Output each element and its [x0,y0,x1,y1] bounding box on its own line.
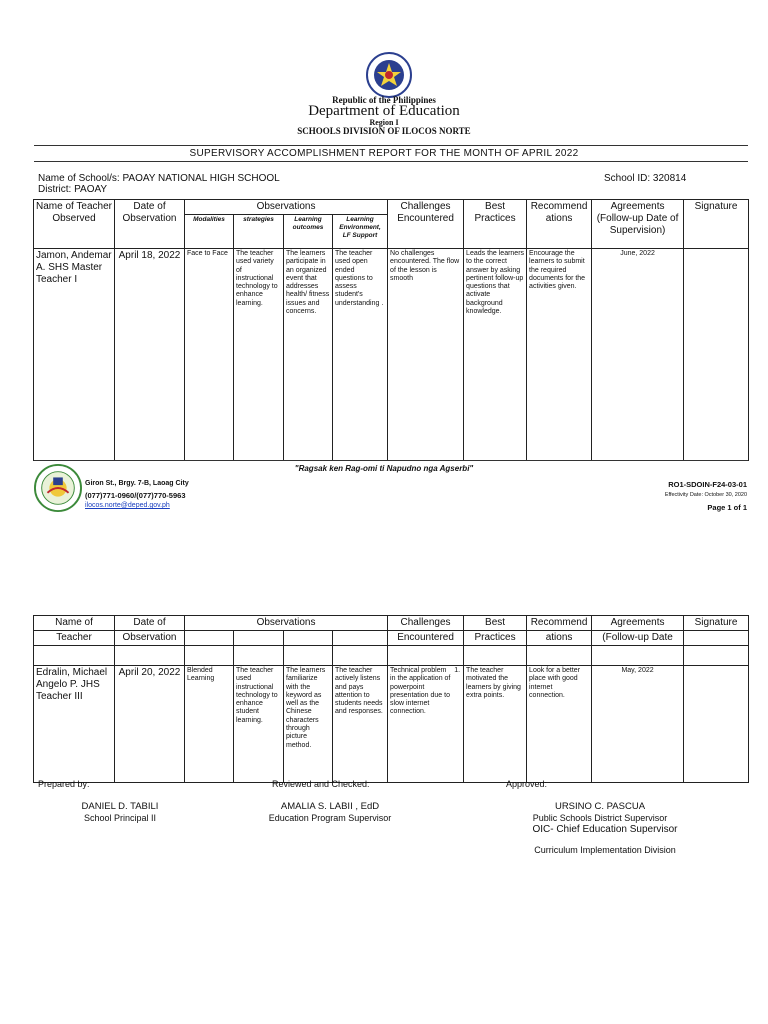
t2-sub-empty-2 [234,631,284,646]
t2-gap-cell [34,646,115,666]
t2-sub-empty-4 [333,631,388,646]
approved-name: URSINO C. PASCUA [554,801,646,812]
t2-gap-cell [388,646,464,666]
t2-header-observations: Observations [185,616,388,631]
t2-gap-cell [527,646,592,666]
t2-gap-cell [684,646,749,666]
header-observations: Observations [185,200,388,215]
phone: (077)771-0960/(077)770-5963 [85,491,186,500]
t2-challenges-value: Technical problem in the application of powerpoint presentation due to slow internet connection. [390,667,451,716]
t2-header-date-2: Observation [115,631,185,646]
t2-gap-cell [464,646,527,666]
t2-header-signature: Signature [684,616,749,631]
header-recommendations: Recommend ations [527,200,592,249]
t2-header-challenges-1: Challenges [388,616,464,631]
t2-header-name-2: Teacher [34,631,115,646]
strategies-value: The teacher used variety of instructional technology to enhance learning. [234,249,284,461]
t2-header-agr-2: (Follow-up Date [592,631,684,646]
best-practices-value: Leads the learners to the correct answer by asking pertinent follow-up questions that activate background knowledge. [464,249,527,461]
header-challenges: Challenges Encountered [388,200,464,249]
t2-strategies-value: The teacher used instructional technology to enhance student learning. [234,666,284,783]
t2-header-challenges-2: Encountered [388,631,464,646]
t2-header-name-1: Name of [34,616,115,631]
t2-header-best-2: Practices [464,631,527,646]
t2-gap-cell [234,646,284,666]
t2-header-date-1: Date of [115,616,185,631]
challenges-value: No challenges encountered. The flow of the lesson is smooth [388,249,464,461]
reviewed-title: Education Program Supervisor [268,813,392,823]
t2-teacher-name: Edralin, Michael Angelo P. JHS Teacher III [34,666,115,783]
school-id: School ID: 320814 [604,173,687,184]
t2-gap-cell [185,646,234,666]
t2-environment-value: The teacher actively listens and pays attention to students needs and responses. [333,666,388,783]
republic-label: Republic of the Philippines [332,95,436,105]
reviewed-name: AMALIA S. LABII , EdD [280,801,380,812]
approved-title-2: OIC- Chief Education Supervisor [532,824,678,835]
header-best-practices: Best Practices [464,200,527,249]
prepared-name: DANIEL D. TABILI [81,801,159,812]
recommendations-value: Encourage the learners to submit the required documents for the activities given. [527,249,592,461]
t2-header-rec-1: Recommend [527,616,592,631]
address: Giron St., Brgy. 7-B, Laoag City [85,480,189,487]
reviewed-label: Reviewed and Checked: [272,779,370,789]
t2-best-practices-value: The teacher motivated the learners by giving extra points. [464,666,527,783]
t2-gap-cell [115,646,185,666]
t2-signature-value [684,666,749,783]
t2-sub-empty-1 [185,631,234,646]
subheader-modalities: Modalities [185,215,234,249]
page-number: Page 1 of 1 [707,503,747,512]
observation-table-1 [33,199,749,461]
report-title: SUPERVISORY ACCOMPLISHMENT REPORT FOR THE MONTH OF APRIL 2022 [189,148,579,159]
email-link[interactable]: ilocos.norte@deped.gov.ph [85,502,170,509]
header-divider [34,145,748,146]
region-label: Region I [369,118,399,127]
agreements-value: June, 2022 [592,249,684,461]
division-seal-logo [34,464,82,512]
t2-recommendations-value: Look for a better place with good internet connection. [527,666,592,783]
t2-header-best-1: Best [464,616,527,631]
t2-observation-date: April 20, 2022 [115,666,185,783]
approved-label: Approved: [506,779,548,789]
signature-value [684,249,749,461]
t2-challenges-cell [388,666,464,783]
prepared-by-label: Prepared by: [38,779,90,789]
t2-gap-cell [333,646,388,666]
department-title: Department of Education [308,103,460,119]
header-agreements: Agreements (Follow-up Date of Supervision) [592,200,684,249]
t2-challenges-number: 1. [454,667,461,674]
district-label: District: PAOAY [38,184,108,195]
approved-title-3: Curriculum Implementation Division [534,845,676,855]
modalities-value: Face to Face [185,249,234,461]
school-name: Name of School/s: PAOAY NATIONAL HIGH SCHOOL [38,173,280,184]
t2-outcomes-value: The learners familiarize with the keyword as well as the Chinese characters through picture method. [284,666,333,783]
approved-title-1: Public Schools District Supervisor [532,813,668,823]
subheader-outcomes: Learning outcomes [284,215,333,249]
header-date: Date of Observation [115,200,185,249]
form-code: RO1-SDOIN-F24-03-01 [668,480,747,489]
motto: "Ragsak ken Rag-omi ti Napudno nga Agserbi" [294,464,474,473]
teacher-name: Jamon, Andemar A. SHS Master Teacher I [34,249,115,461]
t2-header-agr-1: Agreements [592,616,684,631]
header-teacher: Name of Teacher Observed [34,200,115,249]
t2-header-rec-2: ations [527,631,592,646]
prepared-title: School Principal II [83,813,157,823]
title-divider [34,161,748,162]
observation-date: April 18, 2022 [115,249,185,461]
observation-table-2 [33,615,749,783]
t2-header-signature-2 [684,631,749,646]
t2-gap-cell [284,646,333,666]
division-label: SCHOOLS DIVISION OF ILOCOS NORTE [297,126,471,136]
subheader-strategies: strategies [234,215,284,249]
footer-divider [34,460,748,461]
effectivity-date: Effectivity Date: October 30, 2020 [664,492,747,498]
t2-gap-cell [592,646,684,666]
t2-sub-empty-3 [284,631,333,646]
deped-seal-logo [366,52,412,98]
environment-value: The teacher used open ended questions to assess student's understanding . [333,249,388,461]
outcomes-value: The learners participate in an organized event that addresses health/ fitness issues and concerns. [284,249,333,461]
subheader-environment: Learning Environment, LF Support [333,215,388,249]
header-signature: Signature [684,200,749,249]
t2-agreements-value: May, 2022 [592,666,684,783]
t2-modalities-value: Blended Learning [185,666,234,783]
